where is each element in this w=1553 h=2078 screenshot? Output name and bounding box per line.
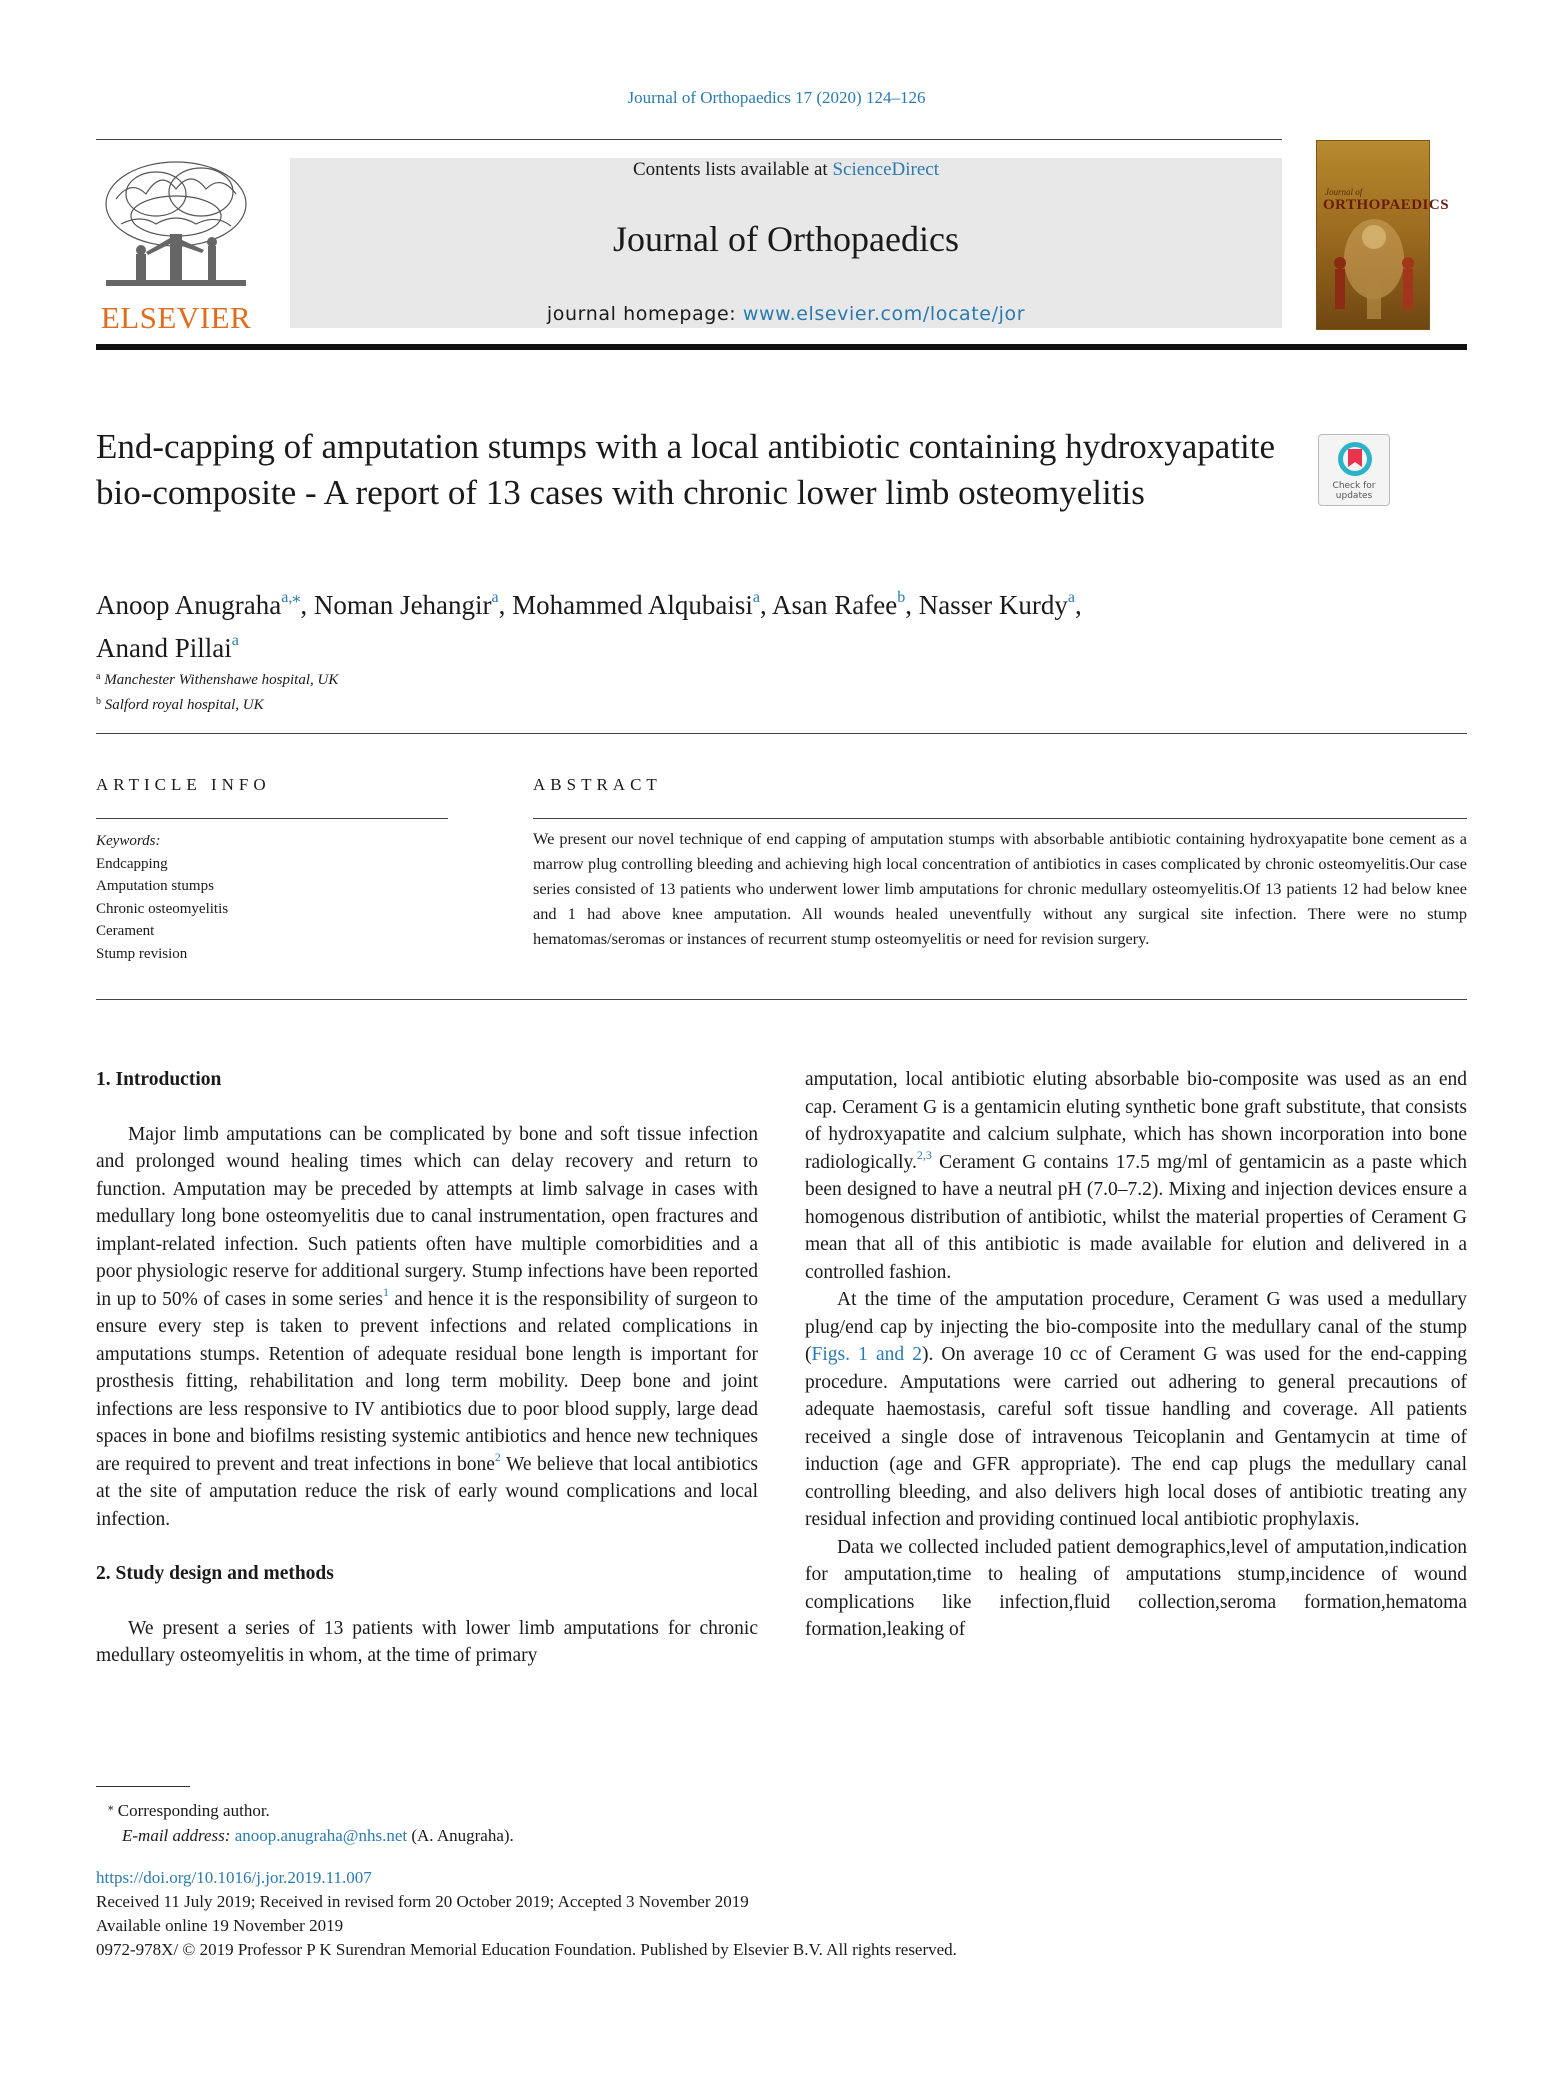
- elsevier-logo[interactable]: [96, 154, 256, 334]
- keyword: Amputation stumps: [96, 878, 214, 894]
- keywords-label: Keywords:: [96, 833, 161, 849]
- journal-citation[interactable]: Journal of Orthopaedics 17 (2020) 124–126: [627, 88, 926, 107]
- masthead-bottom-rule: [96, 344, 1467, 350]
- homepage-link[interactable]: www.elsevier.com/locate/jor: [742, 303, 1026, 325]
- figure-link[interactable]: Figs. 1 and 2: [811, 1344, 922, 1365]
- homepage-prefix: journal homepage:: [546, 303, 743, 325]
- journal-title: Journal of Orthopaedics: [613, 219, 959, 259]
- affiliation: $^b$ Salford royal hospital, UK: [96, 696, 264, 713]
- doi-link[interactable]: https://doi.org/10.1016/j.jor.2019.11.007: [96, 1868, 372, 1887]
- sciencedirect-link[interactable]: ScienceDirect: [832, 159, 940, 180]
- email-line: E-mail address: anoop.anugraha@nhs.net (A. Anugraha).: [122, 1826, 514, 1845]
- email-link[interactable]: anoop.anugraha@nhs.net: [234, 1826, 408, 1845]
- journal-cover-thumbnail[interactable]: [1316, 140, 1450, 330]
- crossmark-icon: [1319, 435, 1391, 485]
- crossmark-label-line1: Check for: [1332, 481, 1376, 491]
- journal-masthead: [290, 158, 1282, 328]
- contents-prefix: Contents lists available at: [632, 159, 833, 180]
- section-heading: 2. Study design and methods: [96, 1563, 334, 1584]
- corresponding-author-note: ⁎ Corresponding author.: [108, 1801, 270, 1820]
- citation-link[interactable]: 2,3: [916, 1147, 932, 1162]
- keyword: Chronic osteomyelitis: [96, 900, 229, 917]
- cover-figures-icon: [1317, 219, 1431, 329]
- divider: [96, 733, 1467, 734]
- received-dates: Received 11 July 2019; Received in revised form 20 October 2019; Accepted 3 November 2019: [96, 1892, 749, 1911]
- footnote-rule: [96, 1786, 190, 1787]
- crossmark-label-line2: updates: [1335, 491, 1373, 501]
- body-column-right: [805, 1066, 1467, 1644]
- copyright-line: 0972-978X/ © 2019 Professor P K Surendran Memorial Education Foundation. Published by Elsevier B.V. All rights reserved.: [96, 1940, 957, 1959]
- paragraph: At the time of the amputation procedure, Cerament G was used a medullary plug/end cap by injecting the bio-composite into the medullary canal of the stump (Figs. 1 and 2). On average 10 cc of Cerament G was used for the end-capping procedure. Amputations were carried out adhering to general precautions of adequate haemostasis, careful soft tissue handling and coverage. All patients received a single dose of intravenous Teicoplanin and Gentamycin at time of induction (age and GFR appropriate). The end cap plugs the medullary canal controlling bleeding, and also delivers high local doses of antibiotic treating any residual infection and providing continued local antibiotic prophylaxis.: [805, 1289, 1467, 1530]
- section-heading: 1. Introduction: [96, 1069, 222, 1090]
- paragraph: We present a series of 13 patients with lower limb amputations for chronic medullary osteomyelitis in whom, at the time of primary: [96, 1617, 758, 1666]
- check-for-updates-button[interactable]: [1318, 434, 1390, 506]
- affiliations: [96, 666, 338, 716]
- keyword: Cerament: [96, 923, 155, 939]
- article-title: End-capping of amputation stumps with a local antibiotic containing hydroxyapatite bio-composite - A report of 13 cases with chronic lower limb osteomyelitis: [96, 427, 1276, 512]
- abstract-text: We present our novel technique of end capping of amputation stumps with absorbable antibiotic containing hydroxyapatite bone cement as a marrow plug controlling bleeding and achieving high local concentration of antibiotics in cases complicated by chronic osteomyelitis.Our case series consisted of 13 patients who underwent lower limb amputations for chronic medullary osteomyelitis.Of 13 patients 12 had below knee and 1 had above knee amputation. All wounds healed uneventfully without any surgical site infection. There were no stump hematomas/seromas or instances of recurrent stump osteomyelitis or need for revision surgery.: [533, 829, 1467, 948]
- keyword: Stump revision: [96, 945, 188, 962]
- author[interactable]: Anand Pillai$^a$: [96, 632, 239, 663]
- author[interactable]: Anoop Anugraha$^{a,⁎}$: [96, 589, 301, 620]
- author[interactable]: Mohammed Alqubaisi$^a$: [512, 589, 760, 620]
- cover-title: ORTHOPAEDICS: [1323, 197, 1450, 213]
- elsevier-wordmark: ELSEVIER: [100, 300, 252, 335]
- body-column-left: [96, 1066, 758, 1670]
- keyword: Endcapping: [96, 855, 168, 872]
- author[interactable]: Nasser Kurdy$^a$: [918, 589, 1076, 620]
- divider: [96, 999, 1467, 1000]
- paragraph: Data we collected included patient demographics,level of amputation,indication for amputation,time to healing of amputations stump,incidence of wound complications like infection,fluid collection,seroma formation,hematoma formation,leaking of: [805, 1536, 1467, 1640]
- available-online: Available online 19 November 2019: [96, 1916, 344, 1935]
- contents-line: [290, 158, 1282, 181]
- author-list: Anoop Anugraha$^{a,⁎}$, Noman Jehangir$^a$, Mohammed Alqubaisi$^a$, Asan Rafee$^b$, Nasser Kurdy$^a$, Anand Pillai$^a$: [96, 589, 1082, 663]
- header-rule: [96, 139, 1282, 140]
- affiliation: $^a$ Manchester Withenshawe hospital, UK: [96, 671, 339, 688]
- publication-info: [96, 1866, 957, 1962]
- article-info-heading: ARTICLE INFO: [96, 775, 271, 794]
- cover-subtitle: Journal of: [1325, 187, 1363, 197]
- abstract-heading: ABSTRACT: [533, 775, 662, 794]
- divider: [533, 818, 1467, 819]
- author[interactable]: Noman Jehangir$^a$: [313, 589, 499, 620]
- citation-link[interactable]: 1: [383, 1284, 390, 1299]
- elsevier-tree-icon: [96, 154, 256, 294]
- citation-link[interactable]: 2: [494, 1449, 501, 1464]
- divider: [96, 818, 448, 819]
- crossmark-label: [1319, 481, 1389, 501]
- paragraph: Major limb amputations can be complicated by bone and soft tissue infection and prolonged wound healing times which can delay recovery and return to function. Amputation may be preceded by attempts at limb salvage in cases with medullary long bone osteomyelitis due to canal instrumentation, open fractures and implant-related infection. Such patients often have multiple comorbidities and a poor physiologic reserve for additional surgery. Stump infections have been reported in up to 50% of cases in some series$^1$ and hence it is the responsibility of surgeon to ensure every step is taken to prevent infections and related complications in amputations stumps. Retention of adequate residual bone length is important for prosthesis fitting, rehabilitation and long term mobility. Deep bone and joint infections are less responsive to IV antibiotics due to poor blood supply, large dead spaces in bone and biofilms resisting systemic antibiotics and hence new techniques are required to prevent and treat infections in bone$^2$ We believe that local antibiotics at the site of amputation reduce the risk of early wound complications and local infection.: [96, 1123, 759, 1530]
- homepage-line: [290, 303, 1282, 325]
- paragraph: amputation, local antibiotic eluting absorbable bio-composite was used as an end cap. Cerament G is a gentamicin eluting synthetic bone graft substitute, that consists of hydroxyapatite and calcium sulphate, which has shown incorporation into bone radiologically.$^{2,3}$ Cerament G contains 17.5 mg/ml of gentamicin as a paste which been designed to have a neutral pH (7.0–7.2). Mixing and injection devices ensure a homogenous distribution of antibiotic, whilst the material properties of Cerament G mean that all of this antibiotic is made available for elution and delivered in a controlled fashion.: [805, 1069, 1467, 1283]
- author[interactable]: Asan Rafee$^b$: [772, 589, 906, 620]
- footnote: [108, 1795, 514, 1848]
- keywords-block: [96, 830, 446, 965]
